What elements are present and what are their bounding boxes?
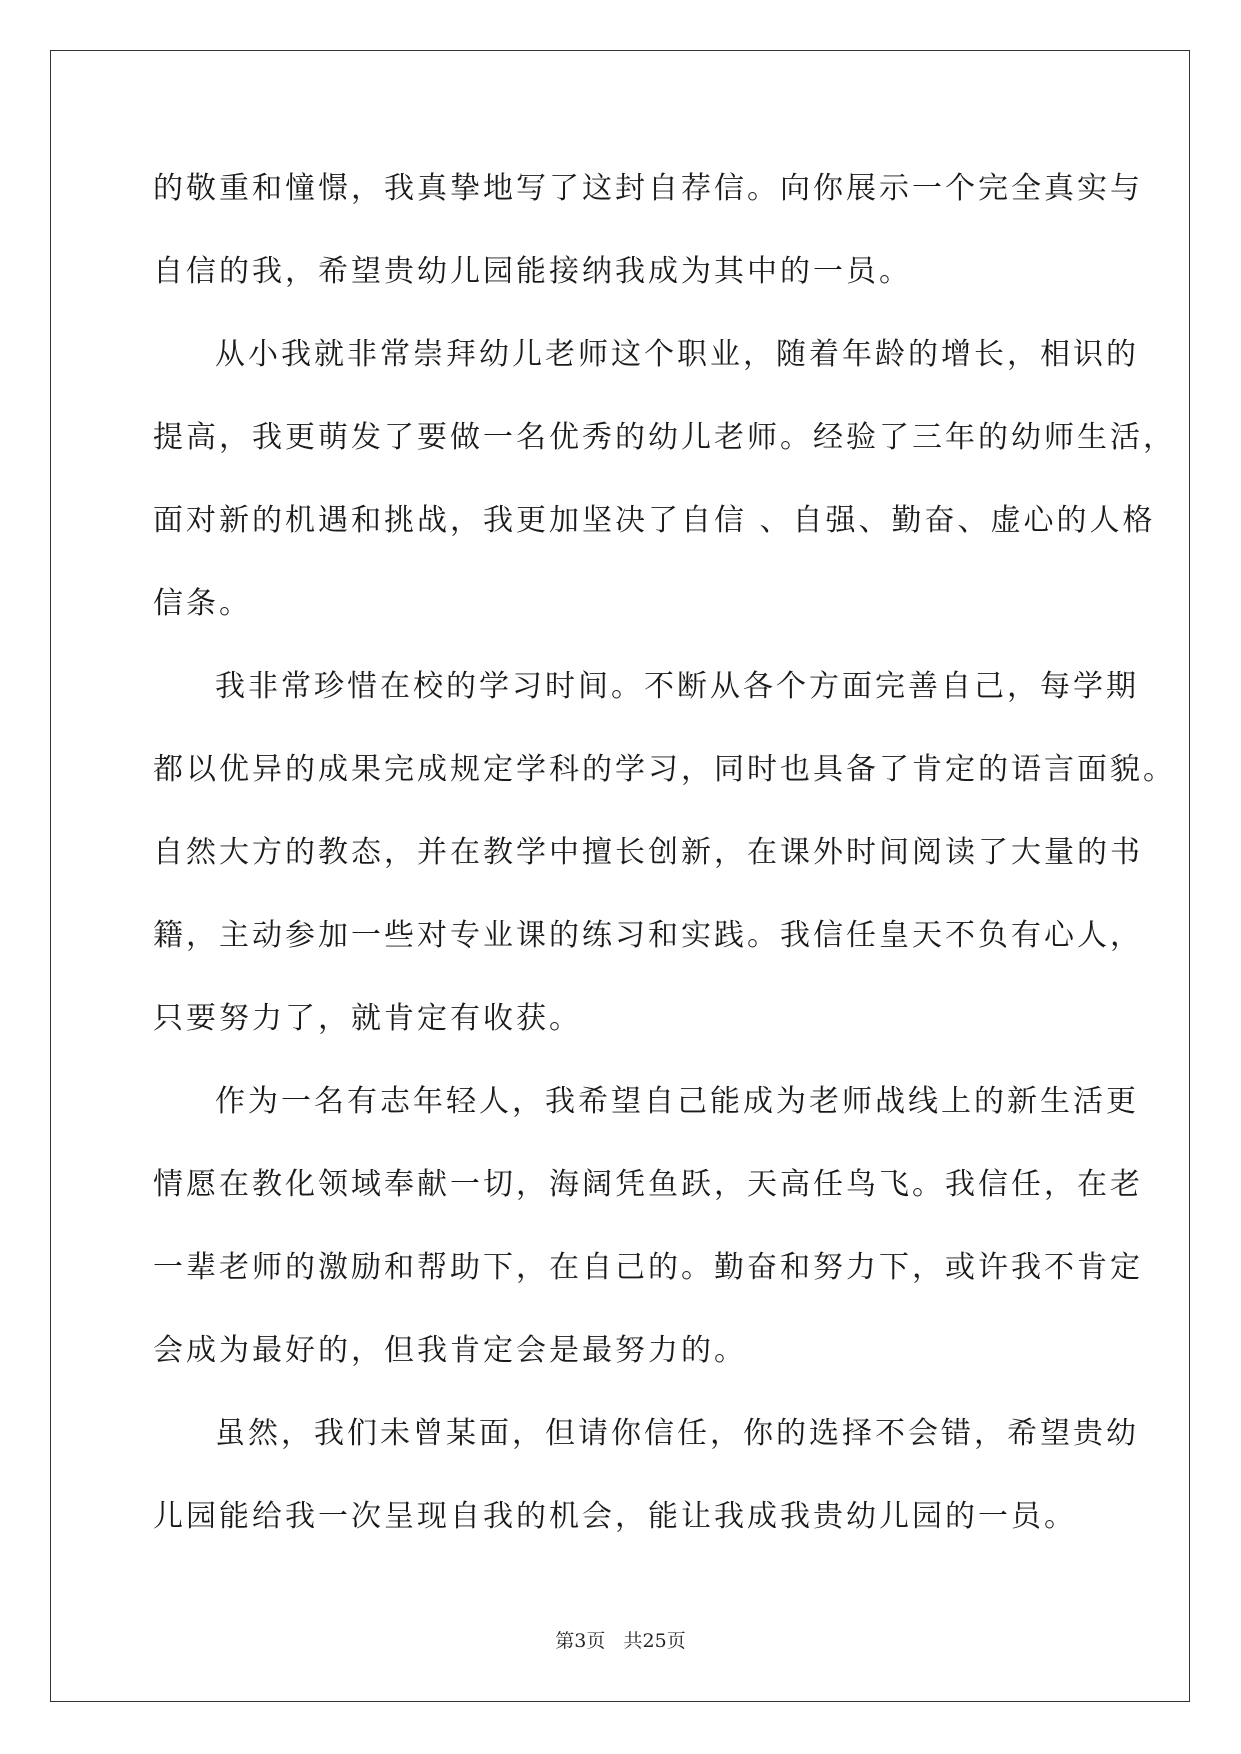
text-line: 都以优异的成果完成规定学科的学习，同时也具备了肯定的语言面貌。 [153, 752, 1176, 787]
page-total: 共25页 [623, 1630, 686, 1652]
text-line: 会成为最好的，但我肯定会是最努力的。 [153, 1333, 747, 1368]
text-line: 作为一名有志年轻人，我希望自己能成为老师战线上的新生活更 [215, 1084, 1139, 1119]
text-line: 只要努力了，就肯定有收获。 [153, 1001, 582, 1036]
text-line: 自信的我，希望贵幼儿园能接纳我成为其中的一员。 [153, 254, 912, 289]
text-line: 信条。 [153, 586, 252, 621]
text-line: 情愿在教化领域奉献一切，海阔凭鱼跃，天高任鸟飞。我信任，在老 [153, 1167, 1143, 1202]
text-line: 籍，主动参加一些对专业课的练习和实践。我信任皇天不负有心人， [153, 918, 1143, 953]
text-line: 的敬重和憧憬，我真挚地写了这封自荐信。向你展示一个完全真实与 [153, 171, 1143, 206]
text-line: 自然大方的教态，并在教学中擅长创新，在课外时间阅读了大量的书 [153, 835, 1143, 870]
text-line: 一辈老师的激励和帮助下，在自己的。勤奋和努力下，或许我不肯定 [153, 1250, 1143, 1285]
document-body [153, 162, 1176, 1573]
text-line: 我非常珍惜在校的学习时间。不断从各个方面完善自己，每学期 [215, 669, 1139, 704]
text-line: 虽然，我们未曾某面，但请你信任，你的选择不会错，希望贵幼 [215, 1416, 1139, 1451]
text-line: 面对新的机遇和挑战，我更加坚决了自信 、自强、勤奋、虚心的人格 [153, 503, 1156, 538]
text-line: 从小我就非常崇拜幼儿老师这个职业，随着年龄的增长，相识的 [215, 337, 1139, 372]
page-number: 第3页 [555, 1630, 606, 1652]
page-footer [0, 1626, 1241, 1653]
text-line: 儿园能给我一次呈现自我的机会，能让我成我贵幼儿园的一员。 [153, 1499, 1077, 1534]
text-line: 提高，我更萌发了要做一名优秀的幼儿老师。经验了三年的幼师生活， [153, 420, 1176, 455]
